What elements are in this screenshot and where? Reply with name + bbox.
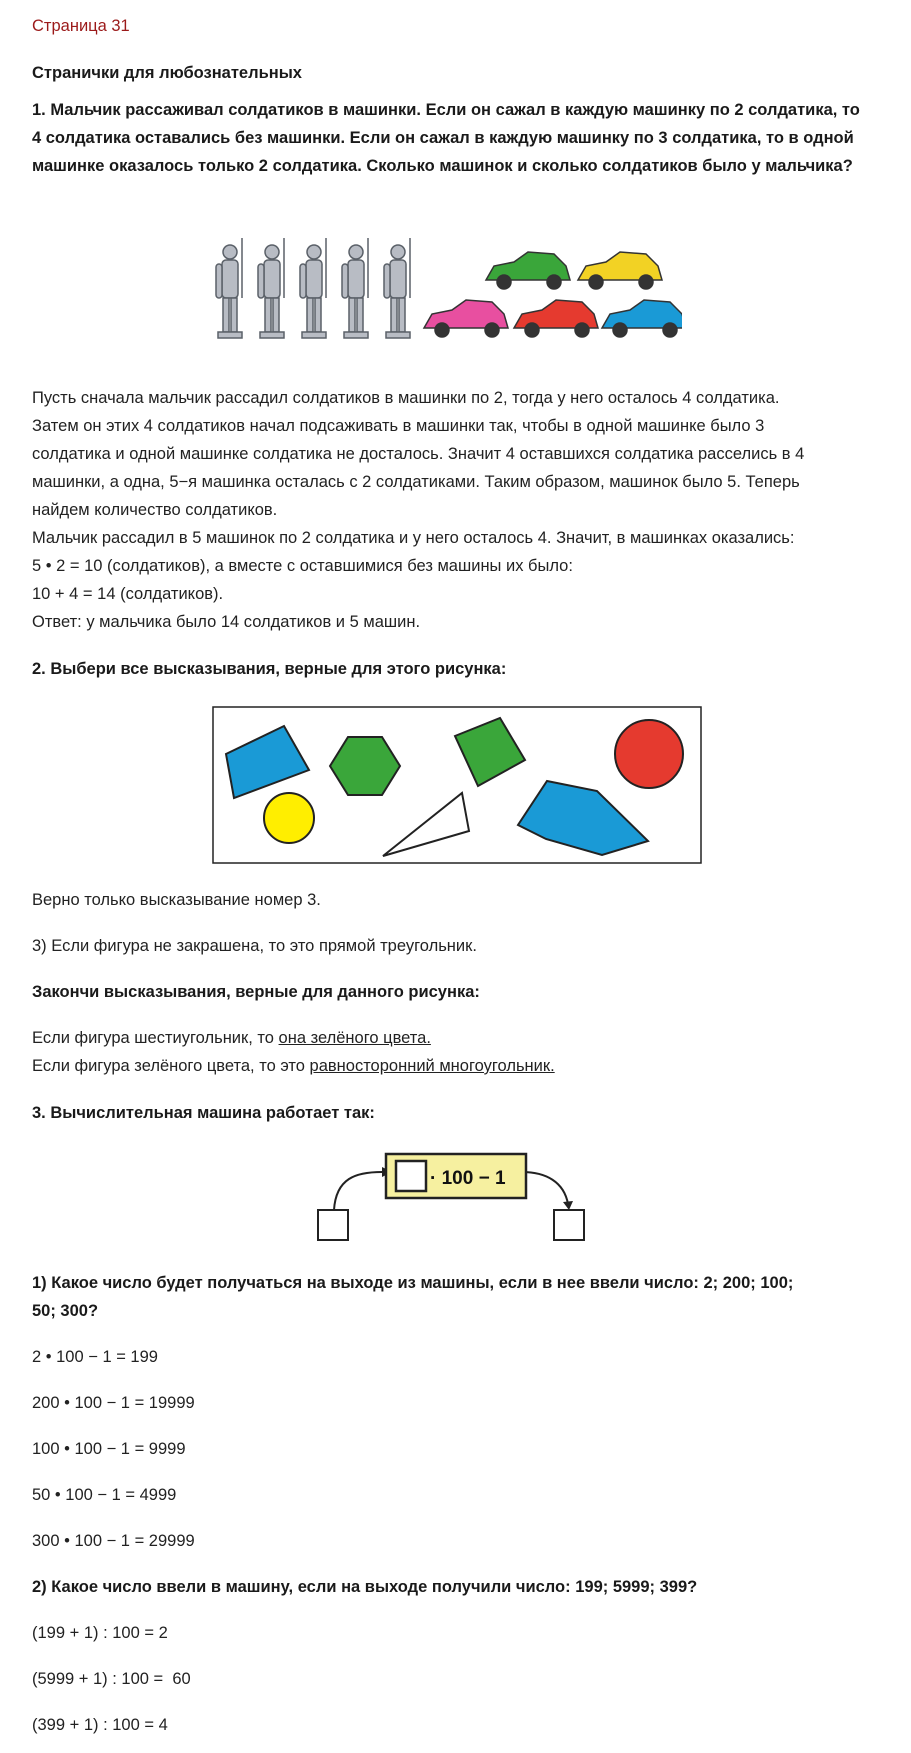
task1-question: 1. Мальчик рассаживал солдатиков в машинки. Если он сажал в каждую машинку по 2 солдатика, то 4 солдатика оставались без машинки. Если он сажал в каждую машинку по 3 солдатика, то в одной машинке оказалось только 2 солдатика. Сколько машинок и сколько солдатиков было у мальчика? (32, 101, 860, 175)
soldiers-cars-illustration (212, 238, 682, 358)
task1-answer-line-8: 10 + 4 = 14 (солдатиков). (32, 585, 224, 603)
task3-a1-3: 100 • 100 − 1 = 9999 (32, 1440, 186, 1458)
task1-answer-line-1: Пусть сначала мальчик рассадил солдатиков в машинки по 2, тогда у него осталось 4 солдатика. (32, 389, 780, 407)
task1-answer-line-4: машинки, а одна, 5−я машинка осталась с 2 солдатиками. Таким образом, машинок было 5. Теперь (32, 473, 800, 491)
task3-a2-3: (399 + 1) : 100 = 4 (32, 1716, 168, 1734)
task1-answer-line-7: 5 • 2 = 10 (солдатиков), а вместе с оставшимися без машины их было: (32, 557, 573, 575)
task3-a1-4: 50 • 100 − 1 = 4999 (32, 1486, 177, 1504)
task2-statement-1 (32, 1024, 431, 1052)
task2-statement-2 (32, 1052, 555, 1080)
task2-answer-2: 3) Если фигура не закрашена, то это прямой треугольник. (32, 937, 477, 955)
statement-2-prefix: Если фигура зелёного цвета, то это (32, 1057, 310, 1075)
machine-operation: · 100 − 1 (430, 1168, 506, 1189)
task3-q2: 2) Какое число ввели в машину, если на выходе получили число: 199; 5999; 399? (32, 1578, 698, 1596)
task1-answer-line-2: Затем он этих 4 солдатиков начал подсаживать в машинки так, чтобы в одной машинке было 3 (32, 417, 765, 435)
arrow-in (334, 1172, 382, 1210)
statement-2-answer: равносторонний многоугольник. (309, 1057, 555, 1075)
task3-a2-1: (199 + 1) : 100 = 2 (32, 1624, 168, 1642)
red-circle (615, 720, 683, 788)
shapes-figure (212, 706, 702, 864)
task3-a2-2: (5999 + 1) : 100 = 60 (32, 1670, 191, 1688)
task1-answer-line-9: Ответ: у мальчика было 14 солдатиков и 5 машин. (32, 613, 421, 631)
arrow-out (522, 1172, 568, 1204)
soldier-figures (216, 238, 410, 338)
task3-a1-1: 2 • 100 − 1 = 199 (32, 1348, 158, 1366)
task3-question: 3. Вычислительная машина работает так: (32, 1104, 375, 1122)
task3-q1: 1) Какое число будет получаться на выходе из машины, если в нее ввели число: 2; 200; 100; (32, 1274, 794, 1292)
yellow-circle (264, 793, 314, 843)
section-title: Странички для любознательных (32, 64, 302, 82)
statement-1-prefix: Если фигура шестиугольник, то (32, 1029, 279, 1047)
task3-a1-2: 200 • 100 − 1 = 19999 (32, 1394, 195, 1412)
task3-a1-5: 300 • 100 − 1 = 29999 (32, 1532, 195, 1550)
cars (424, 252, 682, 337)
task3-q1-cont: 50; 300? (32, 1302, 99, 1320)
statement-1-answer: она зелёного цвета. (278, 1029, 431, 1047)
machine-diagram (306, 1148, 606, 1246)
task2-question: 2. Выбери все высказывания, верные для этого рисунка: (32, 660, 507, 678)
task1-answer-line-5: найдем количество солдатиков. (32, 501, 278, 519)
task1-answer-line-6: Мальчик рассадил в 5 машинок по 2 солдатика и у него осталось 4. Значит, в машинках оказались: (32, 529, 795, 547)
task2-subtask: Закончи высказывания, верные для данного рисунка: (32, 983, 480, 1001)
machine-input-slot (396, 1161, 426, 1191)
task1-answer-line-3: солдатика и одной машинке солдатика не досталось. Значит 4 оставшихся солдатика расселись в 4 (32, 445, 805, 463)
input-box (318, 1210, 348, 1240)
task2-answer-1: Верно только высказывание номер 3. (32, 891, 321, 909)
page-number: Страница 31 (32, 17, 130, 35)
output-box (554, 1210, 584, 1240)
